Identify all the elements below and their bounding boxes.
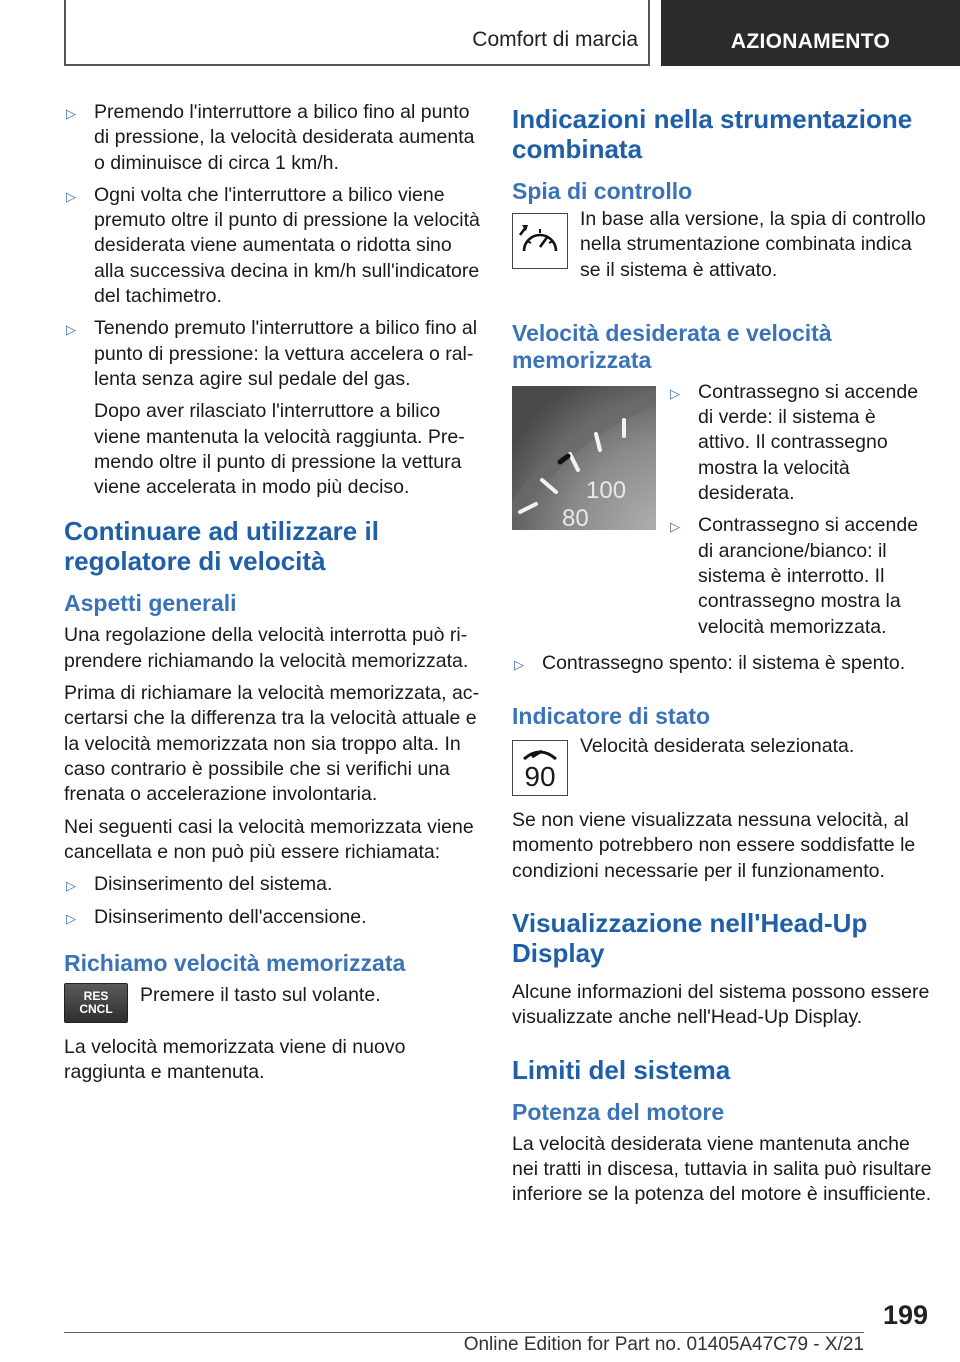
paragraph: Premere il tasto sul volante. — [140, 983, 381, 1006]
triangle-bullet-icon: ▷ — [514, 656, 524, 672]
triangle-bullet-icon: ▷ — [670, 519, 680, 535]
header-rule-divider — [648, 0, 650, 66]
heading-continue-cruise: Continuare ad utilizzare il regolatore di velocità — [64, 516, 379, 577]
indicator-lamp-row — [512, 208, 932, 290]
list-item: ▷ Ogni volta che l'interruttore a bilico viene premuto oltre il punto di pressione la velocità desiderata viene aumentata o ridotta sino alla successiva decina in km/h sull'indicatore del tachimetro. — [64, 183, 480, 309]
paragraph: Prima di richiamare la velocità memorizzata, accertarsi che la differenza tra la velocità attuale e la velocità memorizzata non sia troppo alta. In caso contrario è possibile che si verifichi una frenata o accelerazione involontaria. — [64, 682, 480, 806]
status-indicator-row — [512, 735, 932, 796]
list-item: ▷ Disinserimento dell'accensione. — [64, 905, 480, 931]
paragraph: Se non viene visualizzata nessuna velocità, al momento potrebbero non essere soddisfatte le condizioni necessarie per il funzionamento. — [512, 809, 916, 882]
footer-rule — [64, 1332, 864, 1333]
paragraph: Velocità desiderata selezionata. — [580, 735, 855, 758]
bullet-continuation: Dopo aver rilasciato l'interruttore a bilico viene mantenuta la velocità raggiunta. Premendo oltre il punto di pressione la vettura viene accelerata in modo più deciso. — [94, 400, 465, 499]
list-item: ▷ Premendo l'interruttore a bilico fino al punto di pressione, la velocità desiderata aumenta o diminuisce di circa 1 km/h. — [64, 100, 480, 176]
heading-instrument-indications: Indicazioni nella strumentazione combinata — [512, 104, 913, 164]
subheading-recall: Richiamo velocità memorizzata — [64, 949, 406, 976]
subheading-general: Aspetti generali — [64, 590, 237, 617]
right-column — [512, 100, 932, 1215]
list-item: ▷ Contrassegno si accende di verde: il sistema è attivo. Il contrassegno mostra la velocità desiderata. — [668, 380, 932, 506]
heading-head-up-display: Visualizzazione nell'Head-Up Display — [512, 908, 868, 969]
left-column — [64, 100, 480, 1092]
triangle-bullet-icon: ▷ — [66, 911, 76, 927]
triangle-bullet-icon: ▷ — [66, 188, 76, 204]
heading-system-limits: Limiti del sistema — [512, 1054, 731, 1085]
list-item: ▷ Tenendo premuto l'interruttore a bilico fino al punto di pressione: la vettura accelera o rallenta senza agire sul pedale del gas. — [64, 316, 480, 392]
speedometer-gauge-image — [512, 386, 656, 530]
triangle-bullet-icon: ▷ — [670, 385, 680, 401]
triangle-bullet-icon: ▷ — [66, 106, 76, 121]
footer-edition: Online Edition for Part no. 01405A47C79 - X/21 — [463, 1334, 864, 1355]
page-number: 199 — [882, 1300, 928, 1330]
list-item: ▷ Contrassegno spento: il sistema è spento. — [512, 651, 932, 677]
list-item: ▷ Contrassegno si accende di arancione/bianco: il sistema è interrotto. Il contrassegno mostra la velocità memorizzata. — [668, 513, 932, 639]
subheading-desired-speed: Velocità desiderata e velocità memorizzata — [512, 319, 832, 373]
speed-90-status-icon: 90 — [512, 740, 568, 796]
paragraph: Alcune informazioni del sistema possono essere visualizzate anche nell'Head-Up Display. — [512, 981, 930, 1029]
paragraph: Una regolazione della velocità interrotta può riprendere richiamando la velocità memorizzata. — [64, 624, 469, 672]
header-chapter-tab: AZIONAMENTO — [661, 0, 960, 66]
desired-speed-row — [512, 380, 932, 647]
paragraph: La velocità memorizzata viene di nuovo raggiunta e mantenuta. — [64, 1035, 406, 1084]
cruise-control-speedometer-icon — [512, 213, 568, 269]
res-cncl-button-icon: RES CNCL — [64, 983, 128, 1023]
list-item: ▷ Disinserimento del sistema. — [64, 872, 480, 898]
subheading-status-indicator: Indicatore di stato — [512, 703, 711, 730]
triangle-bullet-icon: ▷ — [66, 322, 76, 338]
header-rule-left — [64, 0, 66, 66]
gauge-label-100: 100 — [586, 476, 627, 504]
header-section-title: Comfort di marcia — [472, 28, 638, 51]
subheading-indicator-lamp: Spia di controllo — [512, 178, 693, 204]
recall-row — [64, 983, 480, 1023]
gauge-label-80: 80 — [562, 504, 589, 530]
header-rule-bottom — [64, 64, 650, 66]
subheading-engine-power: Potenza del motore — [512, 1098, 725, 1125]
paragraph: In base alla versione, la spia di controllo nella strumentazione combinata indica se il sistema è attivato. — [580, 208, 926, 281]
paragraph: Nei seguenti casi la velocità memorizzata viene cancellata e non può più essere richiamata: — [64, 815, 474, 863]
paragraph: La velocità desiderata viene mantenuta anche nei tratti in discesa, tuttavia in salita può risultare inferiore se la potenza del motore è insufficiente. — [512, 1132, 932, 1206]
triangle-bullet-icon: ▷ — [66, 878, 76, 894]
